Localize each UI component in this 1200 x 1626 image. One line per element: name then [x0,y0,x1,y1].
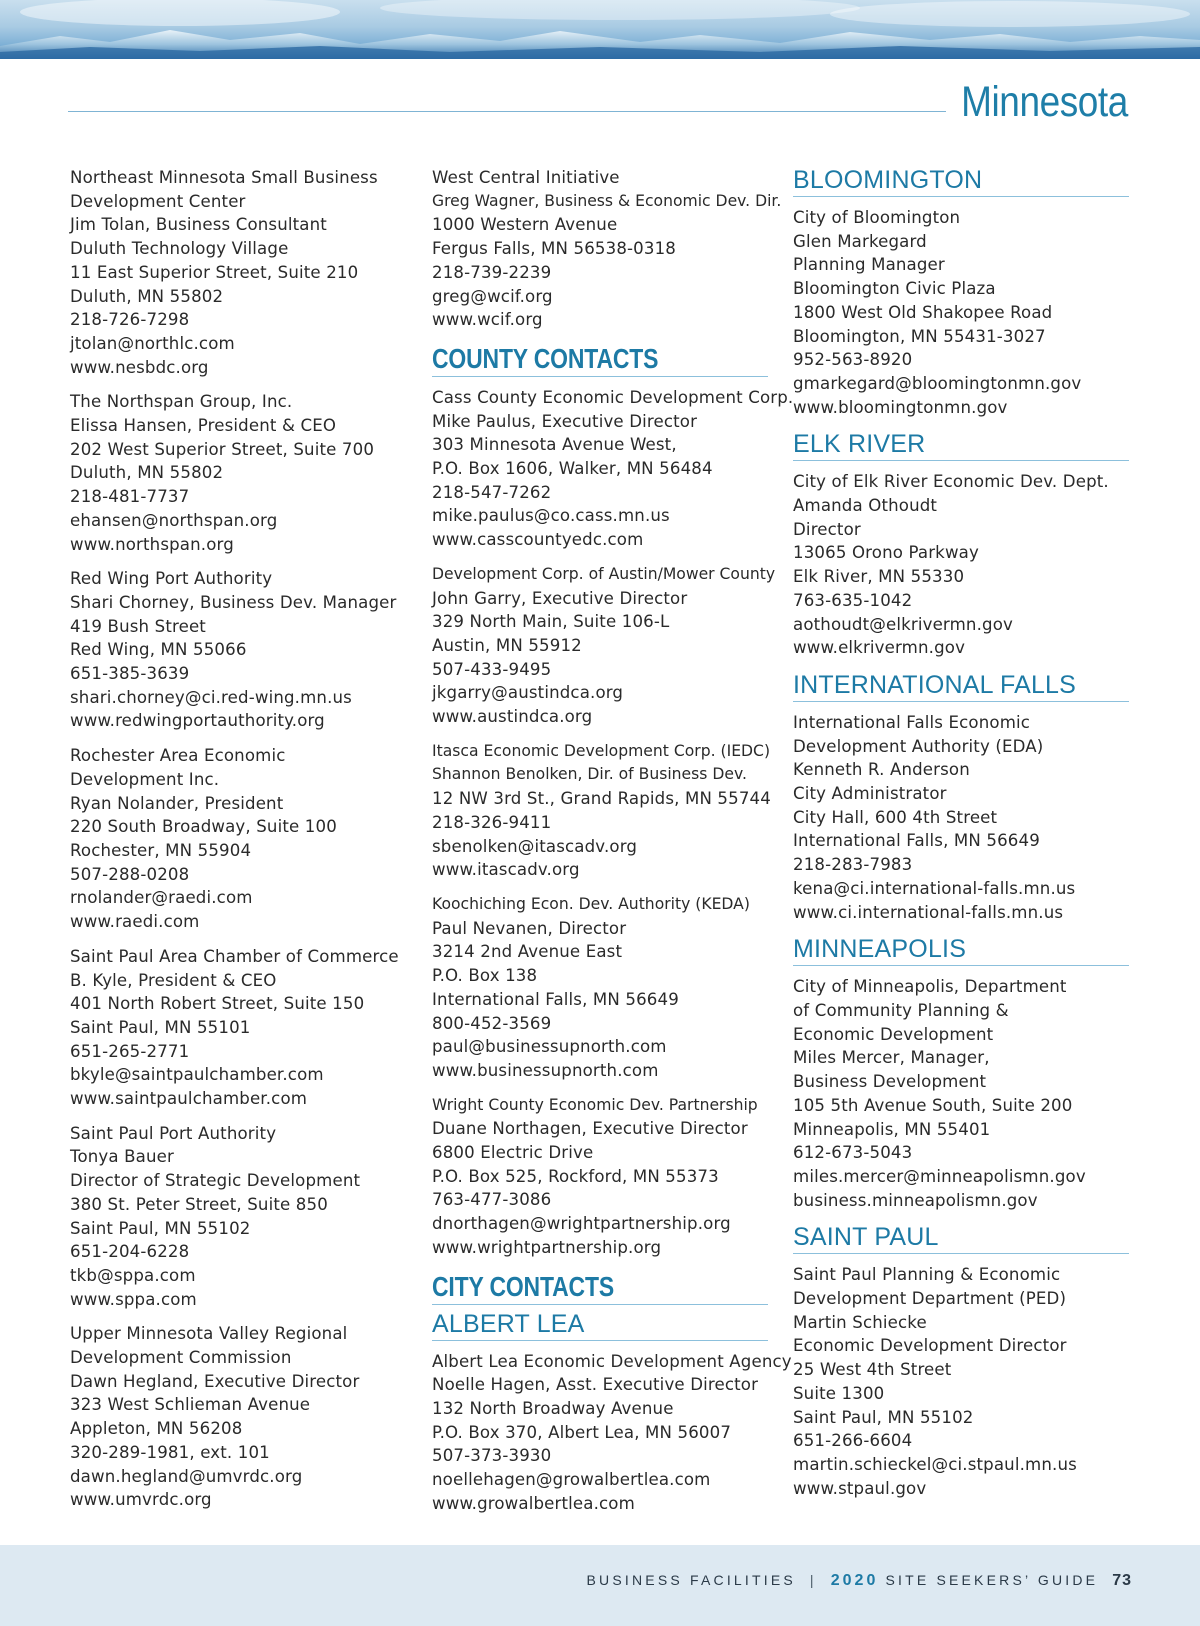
contact-line: Elissa Hansen, President & CEO [70,416,337,436]
contact-email[interactable]: jtolan@northlc.com [70,333,235,353]
contact-entry [432,893,782,1083]
contact-line: Shannon Benolken, Dir. of Business Dev. [432,765,747,784]
contact-email[interactable]: jkgarry@austindca.org [432,683,624,703]
column-2 [432,166,794,1526]
contact-line: 651-385-3639 [70,664,190,684]
contact-line: 507-373-3930 [432,1446,552,1466]
contact-line: 132 North Broadway Avenue [432,1398,674,1418]
contact-line: Director [793,519,861,539]
contact-line: Saint Paul, MN 55101 [70,1017,251,1037]
contact-email[interactable]: kena@ci.international-falls.mn.us [793,878,1076,898]
contact-line: Cass County Economic Development Corp. [432,387,794,407]
city-heading-elk-river: ELK RIVER [793,430,1129,461]
contact-line: Northeast Minnesota Small Business [70,168,378,187]
contact-line: Suite 1300 [793,1383,885,1403]
contact-line: Saint Paul Area Chamber of Commerce [70,946,399,966]
contact-line: International Falls Economic [793,712,1031,732]
contact-line: West Central Initiative [432,168,620,187]
contact-line: 401 North Robert Street, Suite 150 [70,994,365,1014]
contact-website[interactable]: www.nesbdc.org [70,357,209,377]
contact-line: Upper Minnesota Valley Regional [70,1324,348,1344]
contact-entry [432,386,794,552]
contact-entry [70,1322,420,1512]
contact-line: Development Corp. of Austin/Mower County [432,564,776,583]
contact-line: City of Bloomington [793,208,961,227]
contact-line: 303 Minnesota Avenue West, [432,435,677,455]
contact-line: 419 Bush Street [70,616,206,636]
contact-entry [70,1122,420,1312]
contact-line: 3214 2nd Avenue East [432,942,623,962]
contact-line: Bloomington Civic Plaza [793,279,996,299]
contact-line: 220 South Broadway, Suite 100 [70,817,337,837]
contact-line: 218-739-2239 [432,262,552,282]
city-heading-albert-lea: ALBERT LEA [432,1310,768,1341]
contact-website[interactable]: www.wcif.org [432,310,543,330]
contact-line: 218-481-7737 [70,487,190,507]
contact-line: 218-283-7983 [793,855,913,875]
contact-line: Development Inc. [70,769,220,789]
contact-entry [793,206,1143,419]
contact-line: Elk River, MN 55330 [793,567,965,587]
page-footer [0,1545,1200,1626]
footer-text [587,1572,1133,1590]
page-number: 73 [1112,1572,1132,1589]
contact-email[interactable]: paul@businessupnorth.com [432,1037,667,1057]
contact-entry [432,563,782,729]
mountain-sky-graphic [0,0,1200,59]
contact-line: Red Wing, MN 55066 [70,640,247,660]
contact-line: Duane Northagen, Executive Director [432,1119,748,1139]
contact-email[interactable]: sbenolken@itascadv.org [432,836,638,856]
contact-line: 651-266-6604 [793,1431,913,1451]
contact-website[interactable]: www.austindca.org [432,707,593,727]
contact-line: of Community Planning & [793,1000,1009,1020]
contact-line: Kenneth R. Anderson [793,760,970,780]
contact-line: Ryan Nolander, President [70,793,284,813]
contact-website[interactable]: www.growalbertlea.com [432,1493,635,1513]
contact-line: 952-563-8920 [793,350,913,370]
contact-website[interactable]: www.ci.international-falls.mn.us [793,902,1064,922]
contact-line: Duluth Technology Village [70,239,289,259]
contact-website[interactable]: www.umvrdc.org [70,1490,212,1510]
contact-line: City of Elk River Economic Dev. Dept. [793,472,1109,492]
contact-line: Economic Development [793,1024,994,1044]
contact-line: P.O. Box 370, Albert Lea, MN 56007 [432,1422,732,1442]
contact-website[interactable]: www.northspan.org [70,534,234,554]
guide-name: SITE SEEKERS’ GUIDE [885,1572,1099,1588]
contact-line: 763-635-1042 [793,590,913,610]
contact-line: 329 North Main, Suite 106-L [432,612,670,632]
contact-line: International Falls, MN 56649 [793,831,1040,851]
city-heading-bloomington: BLOOMINGTON [793,166,1129,197]
contact-line: City Administrator [793,784,947,804]
contact-email[interactable]: rnolander@raedi.com [70,888,253,908]
county-contacts-heading: COUNTY CONTACTS [432,343,768,377]
contact-line: P.O. Box 138 [432,966,538,986]
contact-website[interactable]: www.saintpaulchamber.com [70,1089,308,1109]
contact-email[interactable]: greg@wcif.org [432,286,553,306]
footer-separator: | [809,1572,817,1588]
contact-website[interactable]: www.elkrivermn.gov [793,638,966,658]
contact-line: International Falls, MN 56649 [432,989,679,1009]
contact-line: Saint Paul Planning & Economic [793,1265,1061,1285]
contact-line: 218-326-9411 [432,812,552,832]
contact-email[interactable]: bkyle@saintpaulchamber.com [70,1065,324,1085]
contact-entry [70,166,420,379]
contact-line: The Northspan Group, Inc. [70,392,293,412]
contact-line: 1800 West Old Shakopee Road [793,302,1053,322]
contact-email[interactable]: dnorthagen@wrightpartnership.org [432,1214,731,1234]
contact-line: 13065 Orono Parkway [793,543,979,563]
contact-line: B. Kyle, President & CEO [70,970,277,990]
contact-website[interactable]: www.bloomingtonmn.gov [793,397,1008,417]
contact-email[interactable]: mike.paulus@co.cass.mn.us [432,506,670,526]
contact-line: 651-204-6228 [70,1242,190,1262]
contact-entry [432,1094,782,1260]
contact-line: 202 West Superior Street, Suite 700 [70,439,375,459]
column-3 [793,166,1143,1511]
contact-line: P.O. Box 1606, Walker, MN 56484 [432,459,713,479]
contact-email[interactable]: noellehagen@growalbertlea.com [432,1470,711,1490]
title-rule [68,111,946,112]
contact-line: Development Authority (EDA) [793,736,1044,756]
contact-line: Appleton, MN 56208 [70,1419,243,1439]
contact-line: Development Department (PED) [793,1289,1067,1309]
contact-line: Rochester, MN 55904 [70,840,252,860]
guide-year: 2020 [830,1572,879,1589]
contact-entry [70,567,420,733]
contact-website[interactable]: www.redwingportauthority.org [70,711,325,731]
contact-line: John Garry, Executive Director [432,588,688,608]
contact-email[interactable]: miles.mercer@minneapolismn.gov [793,1166,1086,1186]
contact-email[interactable]: martin.schieckel@ci.stpaul.mn.us [793,1454,1077,1474]
contact-website[interactable]: www.itascadv.org [432,860,580,880]
contact-email[interactable]: gmarkegard@bloomingtonmn.gov [793,373,1082,393]
contact-line: Minneapolis, MN 55401 [793,1119,991,1139]
contact-entry [793,975,1143,1212]
contact-line: Amanda Othoudt [793,496,938,516]
contact-line: Noelle Hagen, Asst. Executive Director [432,1375,759,1395]
contact-line: Saint Paul, MN 55102 [793,1407,974,1427]
contact-line: 323 West Schlieman Avenue [70,1395,311,1415]
contact-line: Koochiching Econ. Dev. Authority (KEDA) [432,894,750,913]
contact-line: Martin Schiecke [793,1312,927,1332]
contact-line: 612-673-5043 [793,1143,913,1163]
contact-line: 218-726-7298 [70,310,190,330]
contact-line: Director of Strategic Development [70,1171,361,1191]
contact-line: 6800 Electric Drive [432,1143,594,1163]
contact-email[interactable]: ehansen@northspan.org [70,510,278,530]
contact-line: Dawn Hegland, Executive Director [70,1371,360,1391]
contact-line: 1000 Western Avenue [432,215,618,235]
contact-email[interactable]: dawn.hegland@umvrdc.org [70,1466,303,1486]
contact-line: Jim Tolan, Business Consultant [70,215,327,235]
contact-entry [432,166,782,332]
contact-line: Austin, MN 55912 [432,635,582,655]
contact-line: 105 5th Avenue South, Suite 200 [793,1095,1073,1115]
contact-line: Tonya Bauer [70,1147,174,1167]
contact-entry [70,390,420,556]
contact-line: Duluth, MN 55802 [70,286,224,306]
contact-line: City of Minneapolis, Department [793,977,1067,997]
contact-website[interactable]: www.casscountyedc.com [432,530,644,550]
contact-line: Miles Mercer, Manager, [793,1048,990,1068]
contact-line: Itasca Economic Development Corp. (IEDC) [432,741,771,760]
city-heading-international-falls: INTERNATIONAL FALLS [793,671,1129,702]
contact-line: P.O. Box 525, Rockford, MN 55373 [432,1166,719,1186]
state-title: Minnesota [961,78,1128,126]
contact-email[interactable]: tkb@sppa.com [70,1265,196,1285]
contact-line: Rochester Area Economic [70,746,286,766]
contact-website[interactable]: www.raedi.com [70,912,200,932]
contact-email[interactable]: aothoudt@elkrivermn.gov [793,614,1013,634]
contact-line: Wright County Economic Dev. Partnership [432,1095,758,1114]
contact-line: Development Center [70,191,246,211]
contact-line: Bloomington, MN 55431-3027 [793,326,1046,346]
contact-line: Economic Development Director [793,1336,1067,1356]
contact-line: 380 St. Peter Street, Suite 850 [70,1194,328,1214]
contact-line: 320-289-1981, ext. 101 [70,1442,270,1462]
contact-entry [432,1350,792,1516]
city-heading-saint-paul: SAINT PAUL [793,1223,1129,1254]
contact-line: Red Wing Port Authority [70,569,273,589]
contact-line: 507-288-0208 [70,864,190,884]
contact-line: 218-547-7262 [432,482,552,502]
contact-line: City Hall, 600 4th Street [793,807,998,827]
contact-line: Saint Paul Port Authority [70,1123,277,1143]
contact-line: Albert Lea Economic Development Agency [432,1351,792,1371]
contact-entry [793,470,1143,660]
contact-line: Glen Markegard [793,231,927,251]
contact-website[interactable]: www.stpaul.gov [793,1478,927,1498]
publication-name: BUSINESS FACILITIES [586,1572,796,1588]
header-banner-image [0,0,1200,59]
city-heading-minneapolis: MINNEAPOLIS [793,935,1129,966]
contact-entry [70,945,420,1111]
contact-line: Duluth, MN 55802 [70,463,224,483]
contact-line: Saint Paul, MN 55102 [70,1218,251,1238]
contact-line: Mike Paulus, Executive Director [432,411,698,431]
contact-line: Fergus Falls, MN 56538-0318 [432,239,677,259]
contact-line: Paul Nevanen, Director [432,918,627,938]
contact-line: 651-265-2771 [70,1041,190,1061]
contact-line: Planning Manager [793,255,945,275]
contact-website[interactable]: business.minneapolismn.gov [793,1190,1038,1210]
contact-line: 763-477-3086 [432,1190,552,1210]
contact-line: 25 West 4th Street [793,1360,952,1380]
contact-line: 507-433-9495 [432,659,552,679]
contact-email[interactable]: shari.chorney@ci.red-wing.mn.us [70,687,352,707]
contact-line: 11 East Superior Street, Suite 210 [70,262,359,282]
contact-line: Business Development [793,1072,987,1092]
contact-line: Shari Chorney, Business Dev. Manager [70,592,397,612]
contact-website[interactable]: www.businessupnorth.com [432,1060,659,1080]
city-contacts-heading: CITY CONTACTS [432,1271,768,1305]
contact-line: 800-452-3569 [432,1013,552,1033]
contact-entry [793,711,1143,924]
contact-entry [70,744,420,934]
column-1 [70,166,420,1523]
contact-entry [793,1263,1143,1500]
contact-website[interactable]: www.sppa.com [70,1289,197,1309]
contact-entry [432,740,782,882]
contact-line: Development Commission [70,1348,292,1368]
contact-line: Greg Wagner, Business & Economic Dev. Dir. [432,191,782,210]
contact-line: 12 NW 3rd St., Grand Rapids, MN 55744 [432,789,771,809]
contact-website[interactable]: www.wrightpartnership.org [432,1237,662,1257]
